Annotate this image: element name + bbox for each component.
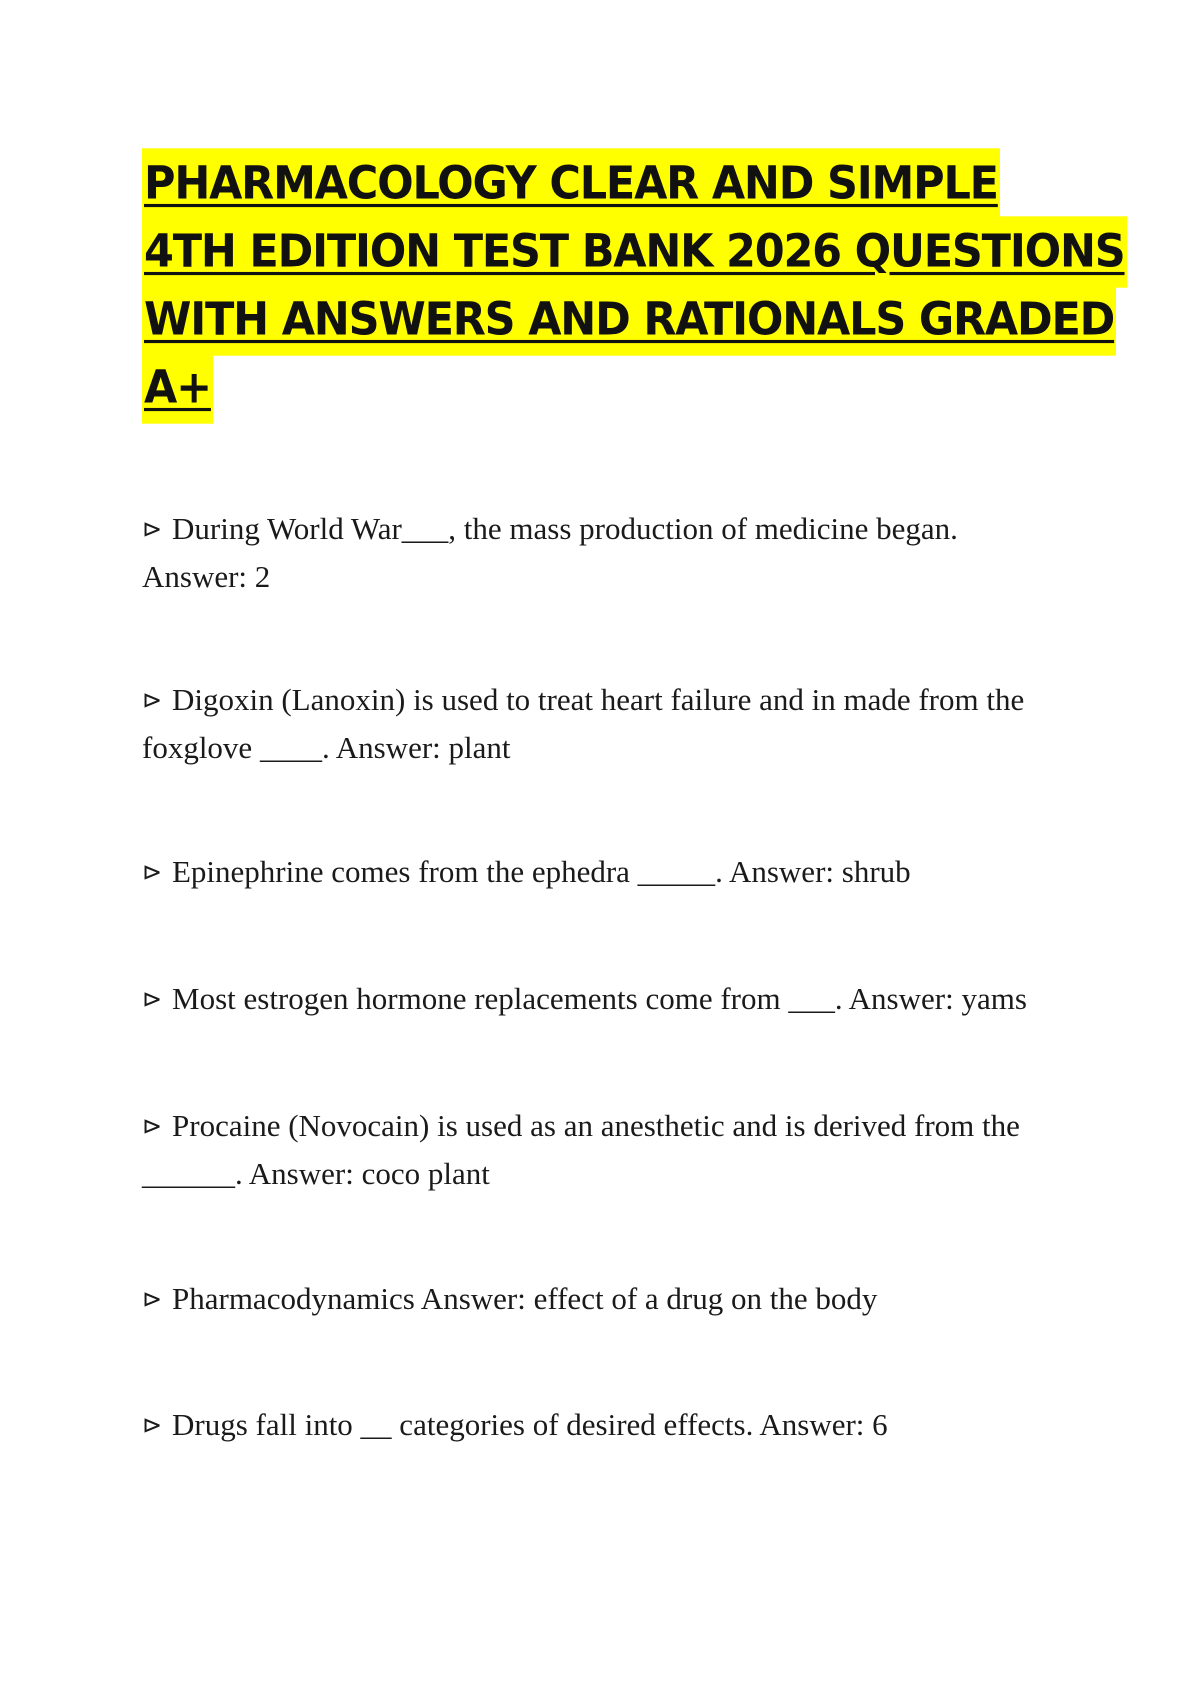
title-line-4: A+ <box>142 352 213 423</box>
title-line-1: PHARMACOLOGY CLEAR AND SIMPLE <box>142 148 1000 219</box>
question-item <box>142 975 1062 1023</box>
arrow-bullet-icon: ⊳ <box>142 686 163 714</box>
question-item <box>142 676 1062 771</box>
question-text: Most estrogen hormone replacements come from ___. Answer: yams <box>172 981 1027 1016</box>
question-text: Procaine (Novocain) is used as an anesthetic and is derived from the ______. Answer: coco plant <box>142 1108 1020 1191</box>
question-text: Digoxin (Lanoxin) is used to treat heart failure and in made from the foxglove ____. Answer: plant <box>142 682 1025 765</box>
document-title <box>142 150 1125 422</box>
title-line-2: 4TH EDITION TEST BANK 2026 QUESTIONS <box>142 216 1127 287</box>
arrow-bullet-icon: ⊳ <box>142 1411 163 1439</box>
question-item <box>142 1275 1062 1323</box>
question-item <box>142 848 1062 896</box>
question-item <box>142 505 1062 600</box>
question-text: Drugs fall into __ categories of desired effects. Answer: 6 <box>172 1407 888 1442</box>
arrow-bullet-icon: ⊳ <box>142 1285 163 1313</box>
question-item <box>142 1401 1062 1449</box>
question-text: Pharmacodynamics Answer: effect of a drug on the body <box>172 1281 878 1316</box>
question-text: Epinephrine comes from the ephedra _____. Answer: shrub <box>172 854 911 889</box>
arrow-bullet-icon: ⊳ <box>142 1112 163 1140</box>
arrow-bullet-icon: ⊳ <box>142 985 163 1013</box>
title-line-3: WITH ANSWERS AND RATIONALS GRADED <box>142 284 1116 355</box>
question-item <box>142 1102 1062 1197</box>
question-text: During World War___, the mass production of medicine began. Answer: 2 <box>142 511 958 594</box>
arrow-bullet-icon: ⊳ <box>142 515 163 543</box>
arrow-bullet-icon: ⊳ <box>142 858 163 886</box>
